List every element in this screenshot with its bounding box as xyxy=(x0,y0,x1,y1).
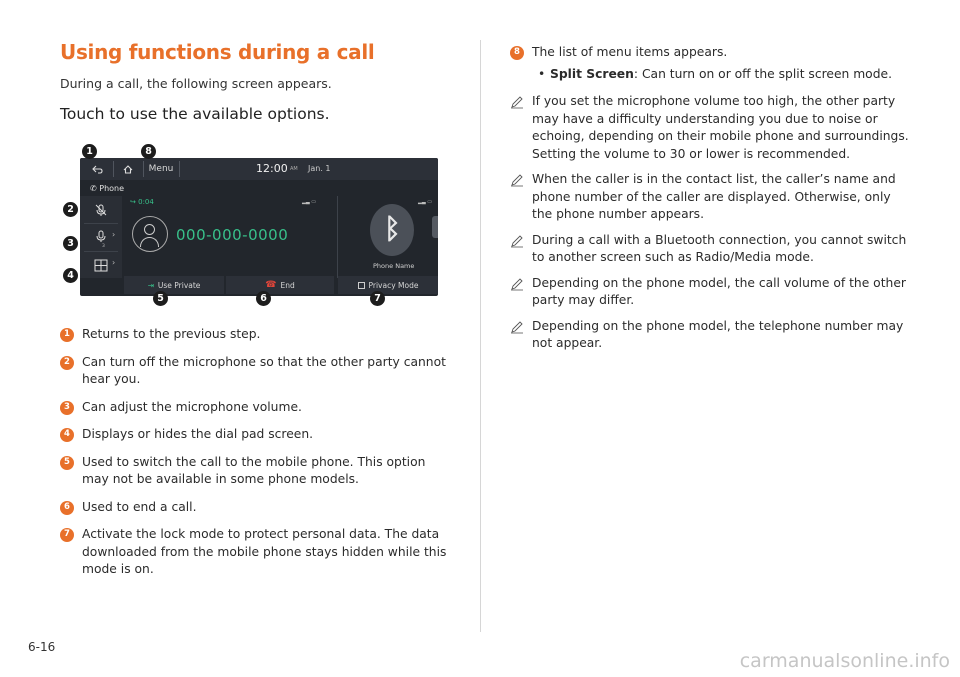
list-item xyxy=(60,526,450,579)
note-pencil-icon xyxy=(510,320,524,334)
bluetooth-device-panel xyxy=(337,196,438,278)
item-number-badge: 3 xyxy=(60,401,74,415)
mic-volume-value: 3 xyxy=(102,244,105,249)
end-call-button[interactable] xyxy=(226,276,334,294)
dialpad-icon xyxy=(94,259,108,272)
call-timer-text: 0:04 xyxy=(138,198,154,206)
note-item xyxy=(510,275,910,310)
page-number: 6-16 xyxy=(28,640,56,654)
call-screen-illustration xyxy=(60,140,450,312)
use-private-button[interactable] xyxy=(124,276,224,294)
app-label-text: Phone xyxy=(99,184,125,193)
item-text: Used to switch the call to the mobile phone. This option may not be available in some phone models. xyxy=(82,454,426,486)
list-item xyxy=(60,354,450,389)
home-icon xyxy=(123,165,133,174)
avatar-head xyxy=(144,224,155,235)
item-number-badge: 8 xyxy=(510,46,524,60)
mute-mic-icon xyxy=(94,203,108,217)
privacy-mode-button[interactable] xyxy=(338,276,438,294)
back-icon xyxy=(92,165,103,174)
item-number-badge: 5 xyxy=(60,456,74,470)
list-item xyxy=(60,399,450,417)
topbar-divider xyxy=(179,161,180,177)
item-number-badge: 4 xyxy=(60,428,74,442)
note-item xyxy=(510,318,910,353)
bullet-icon: • xyxy=(538,66,546,81)
app-label xyxy=(90,184,124,193)
mic-volume-icon xyxy=(94,230,108,244)
call-options-sidebar xyxy=(80,196,122,278)
chevron-right-icon: › xyxy=(112,258,116,267)
list-item xyxy=(60,454,450,489)
note-item xyxy=(510,93,910,163)
left-column xyxy=(60,40,450,123)
sub-list-item xyxy=(510,66,910,84)
sidebar-divider xyxy=(84,251,118,252)
call-info-panel xyxy=(124,196,320,278)
note-pencil-icon xyxy=(510,234,524,248)
item-text: The list of menu items appears. xyxy=(532,45,728,59)
mute-mic-button[interactable] xyxy=(86,198,116,222)
callout-7: 7 xyxy=(370,291,385,306)
note-text: Depending on the phone model, the telephone number may not appear. xyxy=(532,318,904,350)
bluetooth-badge xyxy=(370,204,414,256)
phone-handset-icon: ✆ xyxy=(90,184,97,193)
sub-item-text: : Can turn on or off the split screen mode. xyxy=(633,66,892,81)
phone-number: 000-000-0000 xyxy=(176,226,289,244)
item-number-badge: 1 xyxy=(60,328,74,342)
item-text: Displays or hides the dial pad screen. xyxy=(82,427,314,441)
item-text: Can turn off the microphone so that the other party cannot hear you. xyxy=(82,354,446,386)
bluetooth-icon: ᛒ xyxy=(384,212,401,245)
note-pencil-icon xyxy=(510,277,524,291)
item-text: Activate the lock mode to protect personal data. The data downloaded from the mobile phone stays hidden while this mode is on. xyxy=(82,527,447,576)
date: Jan. 1 xyxy=(308,164,331,173)
intro-text: During a call, the following screen appears. xyxy=(60,76,332,91)
note-text: Depending on the phone model, the call volume of the other party may differ. xyxy=(532,275,906,307)
page-title: Using functions during a call xyxy=(60,40,375,64)
item-number-badge: 2 xyxy=(60,356,74,370)
sidebar-divider xyxy=(84,223,118,224)
callout-4: 4 xyxy=(63,268,78,283)
list-item xyxy=(60,499,450,517)
end-call-icon: ☎ xyxy=(265,280,277,290)
item-text: Can adjust the microphone volume. xyxy=(82,399,302,414)
call-timer xyxy=(130,198,154,206)
back-button[interactable] xyxy=(82,158,112,180)
note-item xyxy=(510,171,910,224)
note-pencil-icon xyxy=(510,173,524,187)
item-number-badge: 6 xyxy=(60,501,74,515)
use-private-label: Use Private xyxy=(157,280,201,290)
list-item xyxy=(510,44,910,62)
checkbox-icon xyxy=(358,282,365,289)
note-text: If you set the microphone volume too high, the other party may have a difficulty understanding you due to noise or echoing, depending on their mobile phone and surroundings. Setting the volume to 30 or lower is recommended. xyxy=(532,94,909,161)
right-column xyxy=(510,44,910,353)
menu-button[interactable]: Menu xyxy=(148,164,174,174)
callout-8: 8 xyxy=(141,144,156,159)
list-item xyxy=(60,426,450,444)
lead-text: Touch to use the available options. xyxy=(60,105,330,123)
sub-item-key: Split Screen xyxy=(550,66,634,81)
clock: 12:00 xyxy=(256,162,288,175)
callout-5: 5 xyxy=(153,291,168,306)
watermark: carmanualsonline.info xyxy=(739,650,950,672)
list-item xyxy=(60,326,450,344)
note-pencil-icon xyxy=(510,95,524,109)
callout-1: 1 xyxy=(82,144,97,159)
callout-2: 2 xyxy=(63,202,78,217)
chevron-right-icon: › xyxy=(112,230,116,239)
panel-expand-tab[interactable] xyxy=(432,216,438,238)
callout-6: 6 xyxy=(256,291,271,306)
phone-name: Phone Name xyxy=(373,262,415,270)
top-bar xyxy=(80,158,438,180)
end-call-label: End xyxy=(280,280,295,290)
use-private-icon: ⇥ xyxy=(147,280,154,290)
signal-battery-icon: ▂▃ ▭ xyxy=(302,199,317,205)
privacy-mode-label: Privacy Mode xyxy=(368,280,419,290)
item-text: Used to end a call. xyxy=(82,499,197,514)
callout-3: 3 xyxy=(63,236,78,251)
note-item xyxy=(510,232,910,267)
call-active-icon: ↪ xyxy=(130,198,136,206)
infotainment-screen xyxy=(80,158,438,296)
avatar-body xyxy=(140,237,159,247)
note-text: When the caller is in the contact list, the caller’s name and phone number of the caller are displayed. Otherwise, only the phone number appears. xyxy=(532,172,896,221)
clock-suffix: AM xyxy=(290,166,298,172)
contact-avatar-icon xyxy=(132,216,168,252)
item-text: Returns to the previous step. xyxy=(82,327,261,341)
home-button[interactable] xyxy=(114,158,142,180)
signal-battery-icon: ▂▃ ▭ xyxy=(418,199,433,205)
item-number-badge: 7 xyxy=(60,528,74,542)
column-divider xyxy=(480,40,481,632)
note-text: During a call with a Bluetooth connection, you cannot switch to another screen such as Radio/Media mode. xyxy=(532,232,907,264)
option-description-list xyxy=(60,326,450,589)
